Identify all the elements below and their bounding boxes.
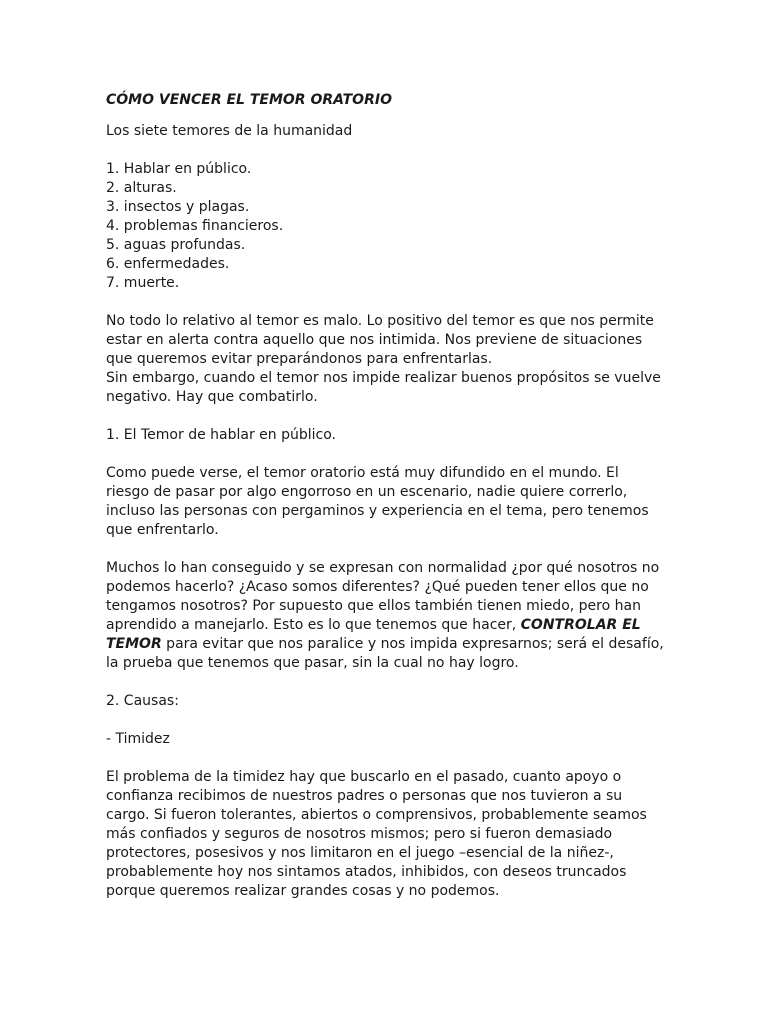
document-page — [106, 91, 666, 920]
section-heading-public-speaking: 1. El Temor de hablar en público. — [106, 427, 336, 443]
list-item: 7. muerte. — [106, 275, 180, 291]
document-title: CÓMO VENCER EL TEMOR ORATORIO — [106, 92, 392, 108]
fears-list — [106, 160, 666, 293]
emphasis-text: CONTROLAR EL TEMOR — [106, 617, 641, 652]
list-item: 6. enfermedades. — [106, 256, 230, 272]
paragraph-fear-widespread: Como puede verse, el temor oratorio está muy difundido en el mundo. El riesgo de pasar por algo engorroso en un escenario, nadie quiere correrlo, incluso las personas con pergaminos y experiencia en el tema, pero tenemos que enfrentarlo. — [106, 465, 649, 538]
paragraph-text: para evitar que nos paralice y nos impida expresarnos; será el desafío, la prueba que tenemos que pasar, sin la cual no hay logro. — [106, 636, 664, 671]
paragraph-negative-fear: Sin embargo, cuando el temor nos impide realizar buenos propósitos se vuelve negativo. Hay que combatirlo. — [106, 370, 661, 405]
list-item: 2. alturas. — [106, 180, 177, 196]
list-item: 5. aguas profundas. — [106, 237, 246, 253]
list-item: 4. problemas financieros. — [106, 218, 284, 234]
paragraph-shyness: El problema de la timidez hay que buscarlo en el pasado, cuanto apoyo o confianza recibimos de nuestros padres o personas que nos tuvieron a su cargo. Si fueron tolerantes, abiertos o comprensivos, probablemente seamos más confiados y seguros de nosotros mismos; pero si fueron demasiado protectores, posesivos y nos limitaron en el juego –esencial de la niñez-, probablemente hoy nos sintamos atados, inhibidos, con deseos truncados porque queremos realizar grandes cosas y no podemos. — [106, 769, 647, 899]
document-subtitle: Los siete temores de la humanidad — [106, 123, 353, 139]
section-heading-causes: 2. Causas: — [106, 693, 179, 709]
paragraph-control-fear — [106, 559, 666, 673]
subsection-heading-shyness: - Timidez — [106, 731, 170, 747]
paragraph-positive-fear: No todo lo relativo al temor es malo. Lo positivo del temor es que nos permite estar en alerta contra aquello que nos intimida. Nos previene de situaciones que queremos evitar preparándonos para enfrentarlas. — [106, 313, 654, 367]
list-item: 1. Hablar en público. — [106, 161, 252, 177]
paragraph-text: Muchos lo han conseguido y se expresan con normalidad ¿por qué nosotros no podemos hacerlo? ¿Acaso somos diferentes? ¿Qué pueden tener ellos que no tengamos nosotros? Por supuesto que ellos también tienen miedo, pero han aprendido a manejarlo. Esto es lo que tenemos que hacer, — [106, 560, 660, 633]
list-item: 3. insectos y plagas. — [106, 199, 250, 215]
